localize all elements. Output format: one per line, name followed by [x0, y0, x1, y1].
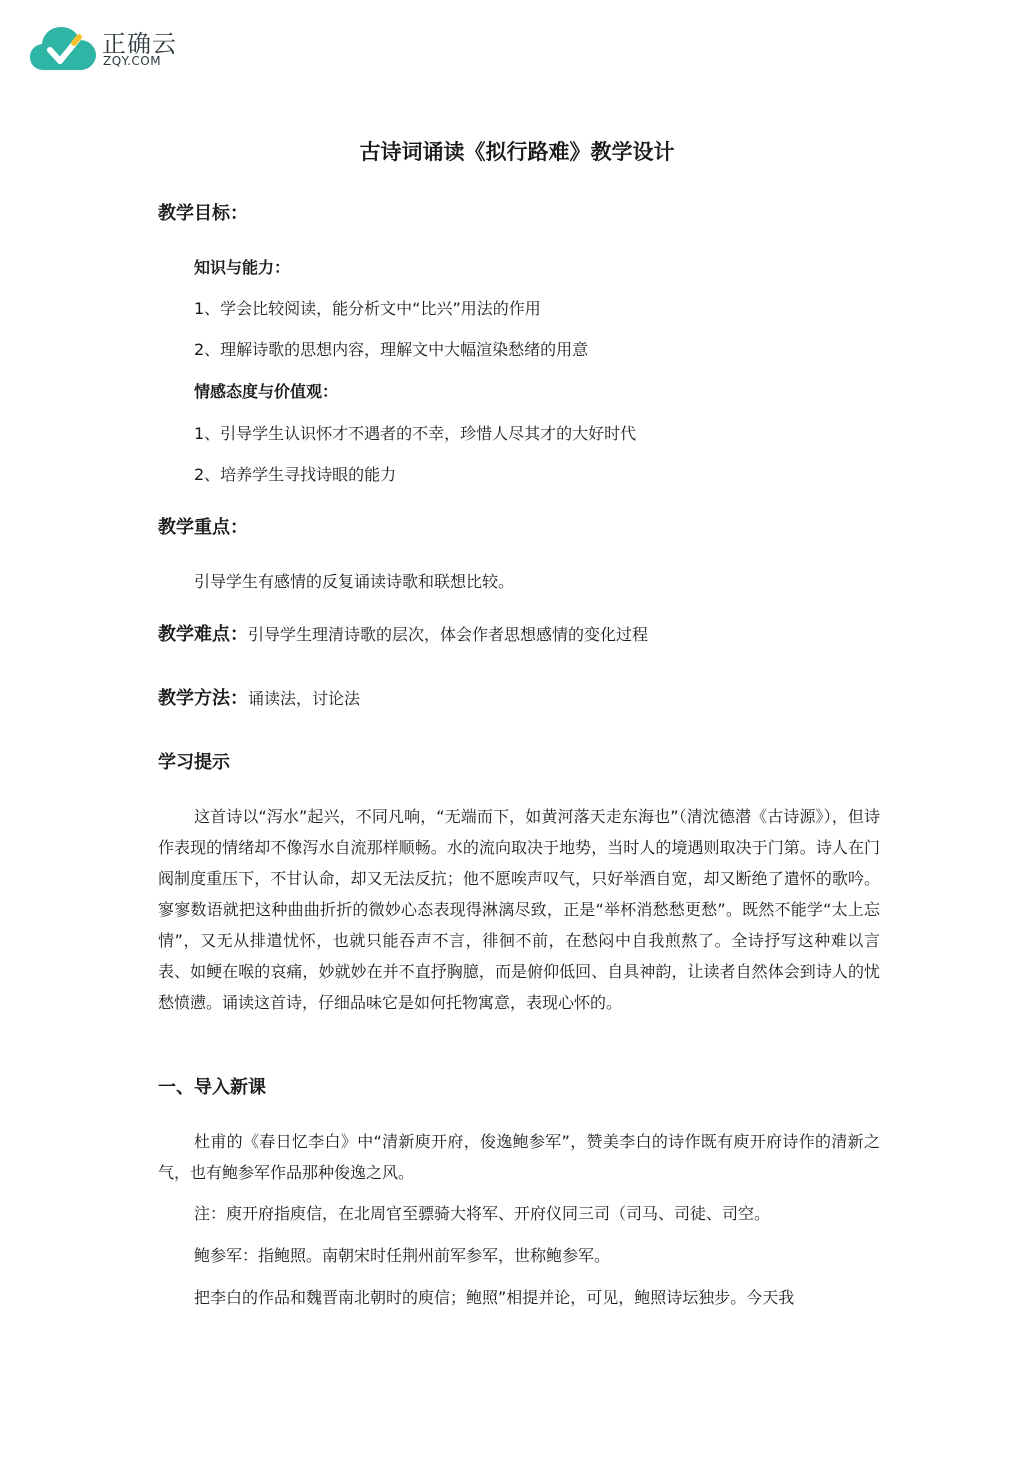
- knowledge-item-2: 2、理解诗歌的思想内容，理解文中大幅渲染愁绪的用意: [194, 340, 589, 359]
- brand-logo: [30, 24, 180, 76]
- tips-paragraph: 这首诗以“泻水”起兴，不同凡响，“无端而下，如黄河落天走东海也”（清沈德潜《古诗源》），但诗作表现的情绪却不像泻水自流那样顺畅。水的流向取决于地势，当时人的境遇则取决于门第。诗人在门阀制度重压下，不甘认命，却又无法反抗；他不愿唉声叹气，只好举酒自宽，却又断绝了遣怀的歌吟。寥寥数语就把这种曲曲折折的微妙心态表现得淋漓尽致，正是“举杯消愁愁更愁”。既然不能学“太上忘情”，又无从排遣忧怀，也就只能吞声不言，徘徊不前，在愁闷中自我煎熬了。全诗抒写这种难以言表、如鲠在喉的哀痛，妙就妙在并不直抒胸臆，而是俯仰低回、自具神韵，让读者自然体会到诗人的忧愁愤懑。诵读这首诗，仔细品味它是如何托物寓意，表现心怀的。: [158, 807, 880, 1012]
- section1-intro: 杜甫的《春日忆李白》中“清新庾开府，俊逸鲍参军”，赞美李白的诗作既有庾开府诗作的清新之气，也有鲍参军作品那种俊逸之风。: [158, 1132, 880, 1182]
- section1-last-line: 把李白的作品和魏晋南北朝时的庾信；鲍照”相提并论，可见，鲍照诗坛独步。今天我: [194, 1288, 795, 1307]
- section1-note-2: 鲍参军：指鲍照。南朝宋时任荆州前军参军，世称鲍参军。: [194, 1246, 611, 1265]
- method-text: 诵读法，讨论法: [248, 689, 361, 708]
- method-heading: 教学方法：: [158, 688, 248, 709]
- cloud-check-icon: [30, 24, 96, 72]
- keypoint-heading: 教学重点：: [158, 517, 248, 538]
- page-title: 古诗词诵读《拟行路难》教学设计: [359, 140, 675, 164]
- difficulty-line: [158, 624, 648, 646]
- brand-name-en: ZQY.COM: [103, 54, 162, 68]
- knowledge-item-1: 1、学会比较阅读，能分析文中“比兴”用法的作用: [194, 299, 541, 318]
- brand-name-cn: 正确云: [102, 30, 177, 58]
- objectives-heading: 教学目标：: [158, 203, 248, 224]
- keypoint-text: 引导学生有感情的反复诵读诗歌和联想比较。: [194, 572, 515, 591]
- difficulty-text: 引导学生理清诗歌的层次，体会作者思想感情的变化过程: [248, 625, 649, 644]
- difficulty-heading: 教学难点：: [158, 624, 248, 645]
- method-line: [158, 688, 360, 710]
- emotion-heading: 情感态度与价值观：: [194, 382, 339, 401]
- knowledge-heading: 知识与能力：: [194, 258, 291, 277]
- tips-heading: 学习提示: [158, 752, 230, 773]
- section1-note-1: 注：庾开府指庾信，在北周官至骠骑大将军、开府仪同三司（司马、司徒、司空。: [194, 1204, 771, 1223]
- emotion-item-1: 1、引导学生认识怀才不遇者的不幸，珍惜人尽其才的大好时代: [194, 424, 637, 443]
- section1-heading: 一、导入新课: [158, 1077, 266, 1098]
- emotion-item-2: 2、培养学生寻找诗眼的能力: [194, 465, 397, 484]
